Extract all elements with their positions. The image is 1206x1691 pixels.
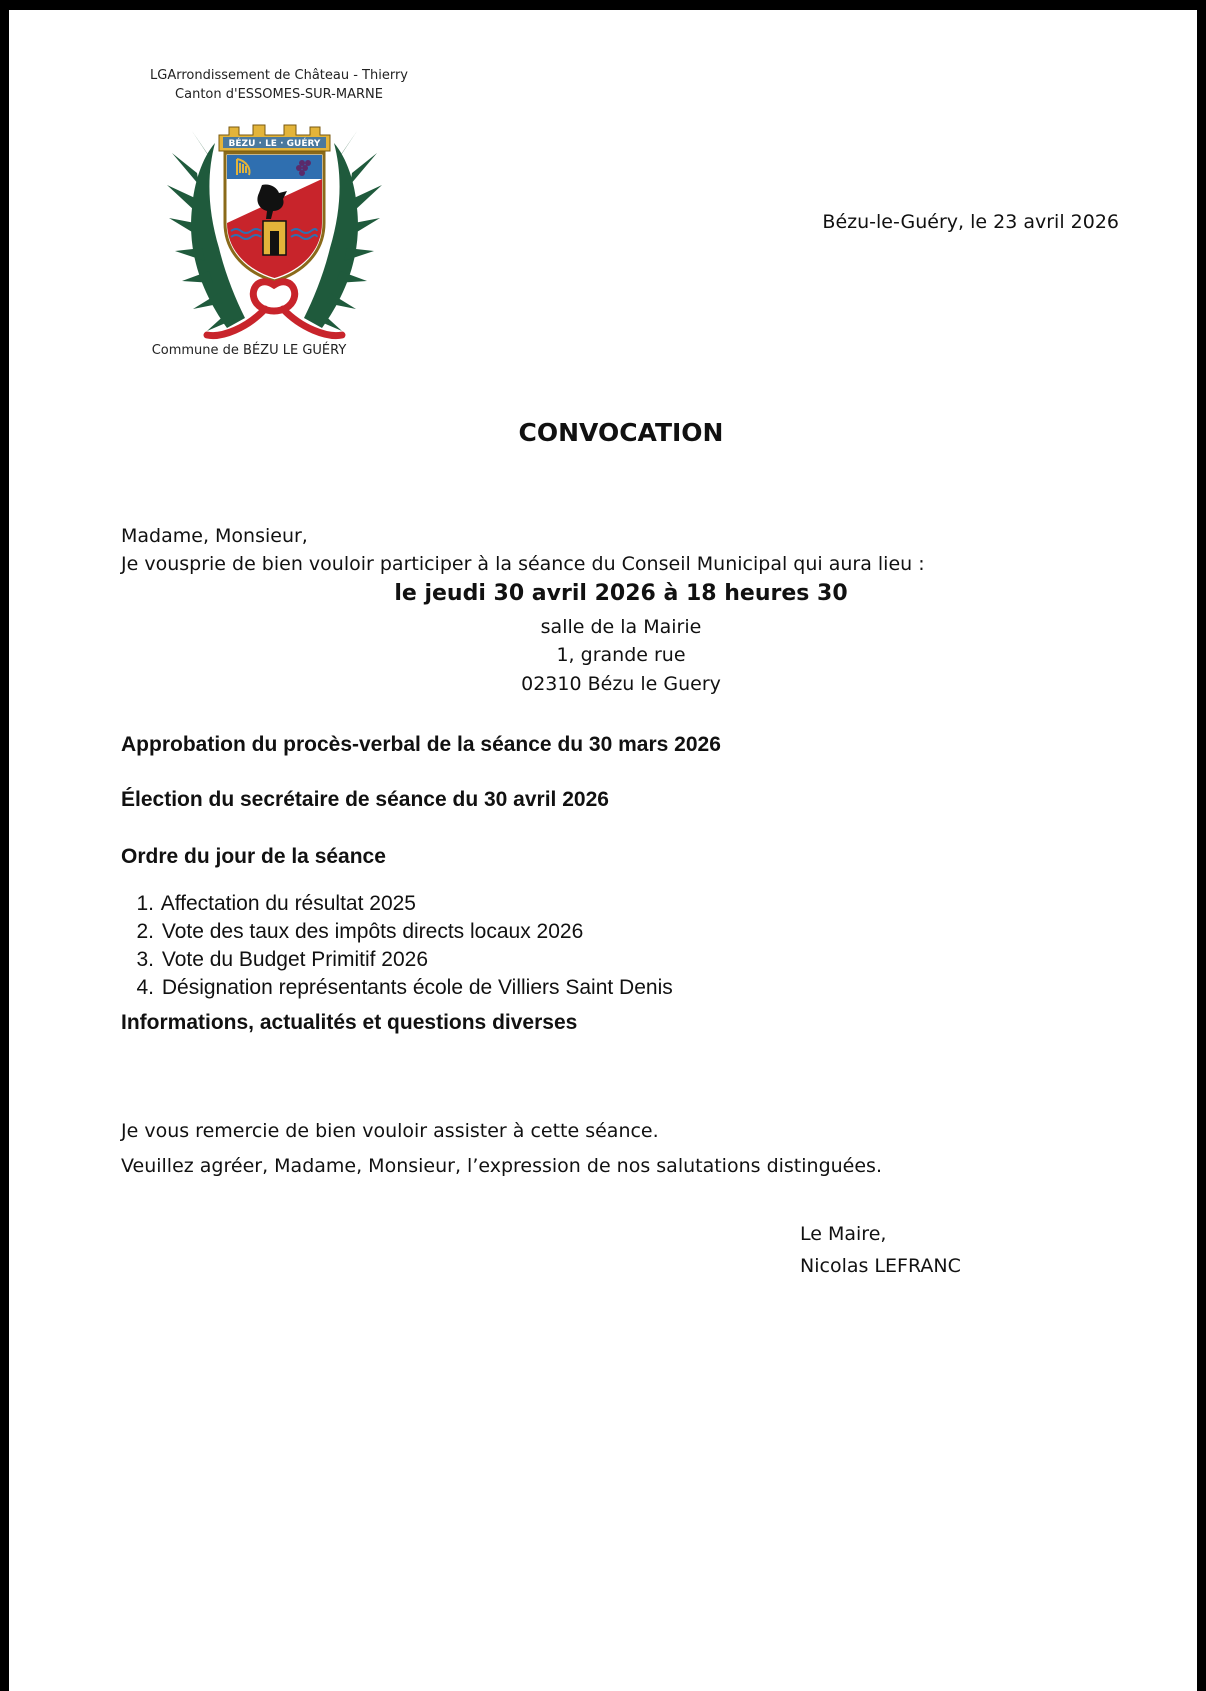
document-page (9, 10, 1197, 1691)
agenda-item: 3. Vote du Budget Primitif 2026 (136, 948, 429, 971)
agenda-item: 1. Affectation du résultat 2025 (136, 892, 416, 915)
closing-thanks: Je vous remercie de bien vouloir assister à cette séance. (121, 1120, 659, 1142)
arrondissement-line: LGArrondissement de Château - Thierry (150, 68, 408, 83)
agenda-item: 4. Désignation représentants école de Villiers Saint Denis (136, 976, 673, 999)
meeting-city: 02310 Bézu le Guery (521, 673, 721, 695)
shield (225, 153, 324, 281)
svg-text:BÉZU · LE · GUÉRY: BÉZU · LE · GUÉRY (228, 139, 321, 149)
greeting: Madame, Monsieur, (121, 525, 308, 547)
mural-crown (219, 125, 330, 151)
agenda-list (121, 890, 673, 1002)
date-line: Bézu-le-Guéry, le 23 avril 2026 (822, 211, 1119, 233)
closing-salutation: Veuillez agréer, Madame, Monsieur, l’expression de nos salutations distinguées. (121, 1155, 882, 1177)
canton-line: Canton d'ESSOMES-SUR-MARNE (175, 87, 383, 102)
page-title: CONVOCATION (518, 418, 724, 447)
agenda-item: 2. Vote des taux des impôts directs locaux 2026 (136, 920, 584, 943)
meeting-place: salle de la Mairie (540, 616, 702, 638)
signature-role: Le Maire, (800, 1223, 887, 1245)
approval-heading: Approbation du procès-verbal de la séance du 30 mars 2026 (121, 733, 721, 756)
commune-name: Commune de BÉZU LE GUÉRY (151, 343, 347, 358)
signature-name: Nicolas LEFRANC (800, 1255, 961, 1277)
meeting-street: 1, grande rue (556, 644, 686, 666)
election-heading: Élection du secrétaire de séance du 30 avril 2026 (121, 788, 609, 811)
agenda-heading: Ordre du jour de la séance (121, 845, 386, 868)
coat-of-arms-icon (167, 113, 382, 363)
intro-text: Je vousprie de bien vouloir participer à la séance du Conseil Municipal qui aura lieu : (121, 553, 925, 575)
misc-heading: Informations, actualités et questions diverses (121, 1011, 578, 1034)
meeting-datetime: le jeudi 30 avril 2026 à 18 heures 30 (394, 581, 848, 606)
